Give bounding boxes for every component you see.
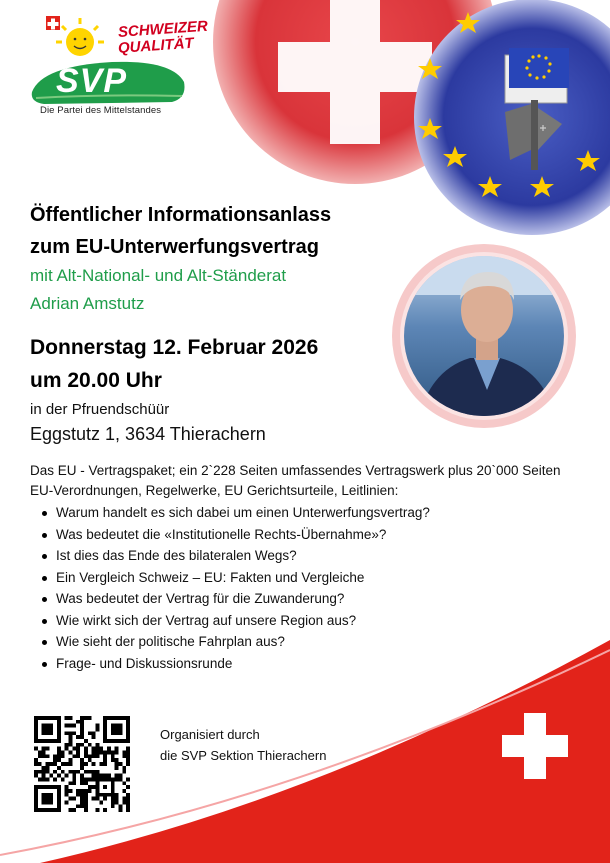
bullet-icon bbox=[42, 554, 47, 559]
qr-code-icon[interactable] bbox=[34, 716, 130, 812]
speaker-line1: mit Alt-National- und Alt-Ständerat bbox=[30, 266, 287, 285]
organizer-line2: die SVP Sektion Thierachern bbox=[160, 748, 327, 763]
speaker-photo bbox=[392, 244, 576, 428]
logo-brand: SVP bbox=[56, 62, 128, 100]
bullet-icon bbox=[42, 597, 47, 602]
intro-text: Das EU - Vertragspaket; ein 2`228 Seiten umfassendes Vertragswerk plus 20`000 Seiten EU-Verordnungen, Regelwerke, EU Gerichtsurteile, Leitlinien: bbox=[30, 463, 561, 498]
agenda-item: Was bedeutet die «Institutionelle Rechts-Übernahme»? bbox=[30, 524, 550, 546]
agenda-item: Warum handelt es sich dabei um einen Unterwerfungsvertrag? bbox=[30, 502, 550, 524]
bullet-icon bbox=[42, 619, 47, 624]
agenda-item: Frage- und Diskussionsrunde bbox=[30, 653, 550, 675]
event-date: Donnerstag 12. Februar 2026 bbox=[30, 336, 319, 359]
agenda-item: Wie wirkt sich der Vertrag auf unsere Region aus? bbox=[30, 610, 550, 632]
event-title-line1: Öffentlicher Informationsanlass bbox=[30, 204, 332, 226]
agenda-item: Wie sieht der politische Fahrplan aus? bbox=[30, 631, 550, 653]
bullet-icon bbox=[42, 511, 47, 516]
bullet-icon bbox=[42, 576, 47, 581]
sun-icon bbox=[56, 18, 104, 56]
agenda-item: Ist dies das Ende des bilateralen Wegs? bbox=[30, 545, 550, 567]
event-title-line2: zum EU-Unterwerfungsvertrag bbox=[30, 236, 319, 258]
organizer-line1: Organisiert durch bbox=[160, 727, 260, 742]
bullet-icon bbox=[42, 640, 47, 645]
logo-badge-line2: QUALITÄT bbox=[117, 34, 195, 57]
logo-tagline: Die Partei des Mittelstandes bbox=[40, 105, 162, 116]
bullet-icon bbox=[42, 533, 47, 538]
agenda-item: Ein Vergleich Schweiz – EU: Fakten und Vergleiche bbox=[30, 567, 550, 589]
logo-badge-line1: SCHWEIZER bbox=[117, 17, 209, 41]
agenda-item: Was bedeutet der Vertrag für die Zuwanderung? bbox=[30, 588, 550, 610]
venue-address: Eggstutz 1, 3634 Thierachern bbox=[30, 424, 266, 444]
event-time: um 20.00 Uhr bbox=[30, 369, 162, 392]
venue-name: in der Pfruendschüür bbox=[30, 401, 170, 418]
agenda-list bbox=[30, 502, 550, 674]
bullet-icon bbox=[42, 662, 47, 667]
speaker-name: Adrian Amstutz bbox=[30, 294, 145, 313]
